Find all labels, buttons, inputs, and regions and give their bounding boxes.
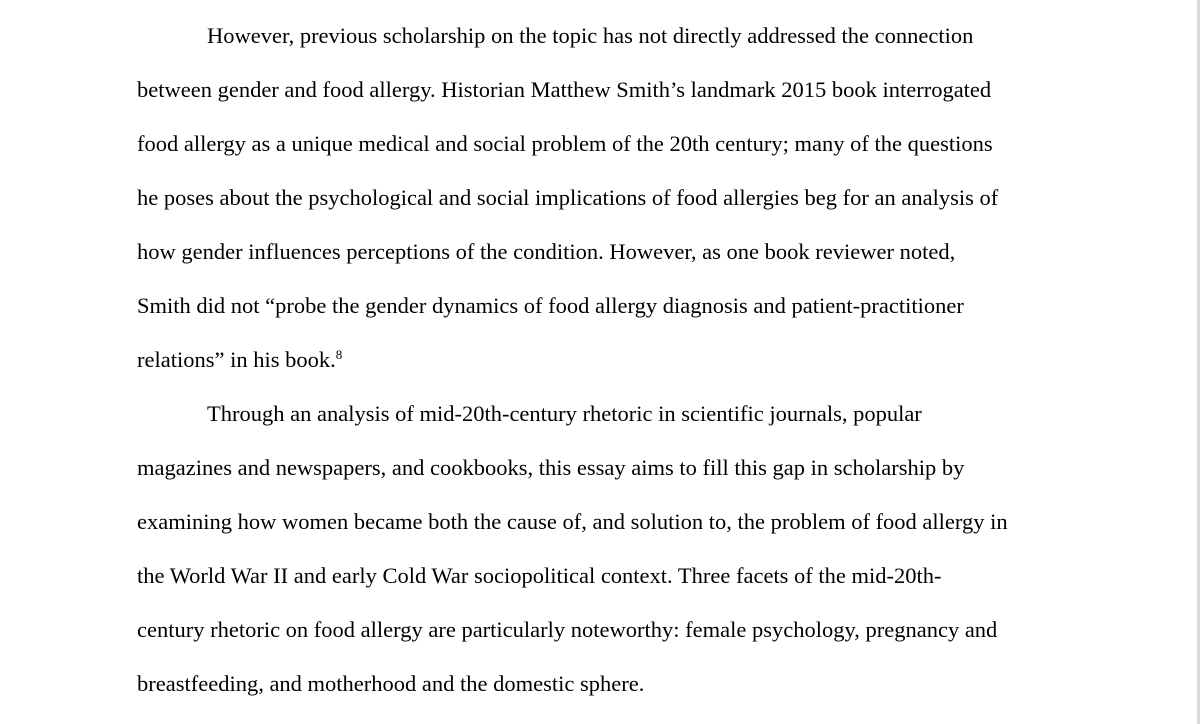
footnote-reference[interactable]: 8 [335, 347, 343, 362]
paragraph-line: how gender influences perceptions of the condition. However, as one book reviewer noted, [137, 239, 956, 264]
paragraph-line: he poses about the psychological and social implications of food allergies beg for an analysis of [137, 185, 999, 210]
paragraph-line: century rhetoric on food allergy are particularly noteworthy: female psychology, pregnancy and [137, 617, 998, 642]
paragraph-line: the World War II and early Cold War sociopolitical context. Three facets of the mid-20th- [137, 563, 942, 588]
paragraph-last-line [137, 347, 342, 373]
paragraph-line: However, previous scholarship on the topic has not directly addressed the connection [207, 23, 974, 48]
paragraph-line: magazines and newspapers, and cookbooks, this essay aims to fill this gap in scholarship by [137, 455, 965, 480]
paragraph-line-text: relations” in his book. [137, 347, 336, 372]
paragraph-line: Through an analysis of mid-20th-century rhetoric in scientific journals, popular [207, 401, 922, 426]
paragraph-line: food allergy as a unique medical and social problem of the 20th century; many of the questions [137, 131, 993, 156]
paragraph-line: breastfeeding, and motherhood and the domestic sphere. [137, 671, 645, 696]
paragraph-line: between gender and food allergy. Historian Matthew Smith’s landmark 2015 book interrogated [137, 77, 992, 102]
paragraph-line: examining how women became both the cause of, and solution to, the problem of food allergy in [137, 509, 1008, 534]
paragraph-line: Smith did not “probe the gender dynamics of food allergy diagnosis and patient-practitioner [137, 293, 964, 318]
